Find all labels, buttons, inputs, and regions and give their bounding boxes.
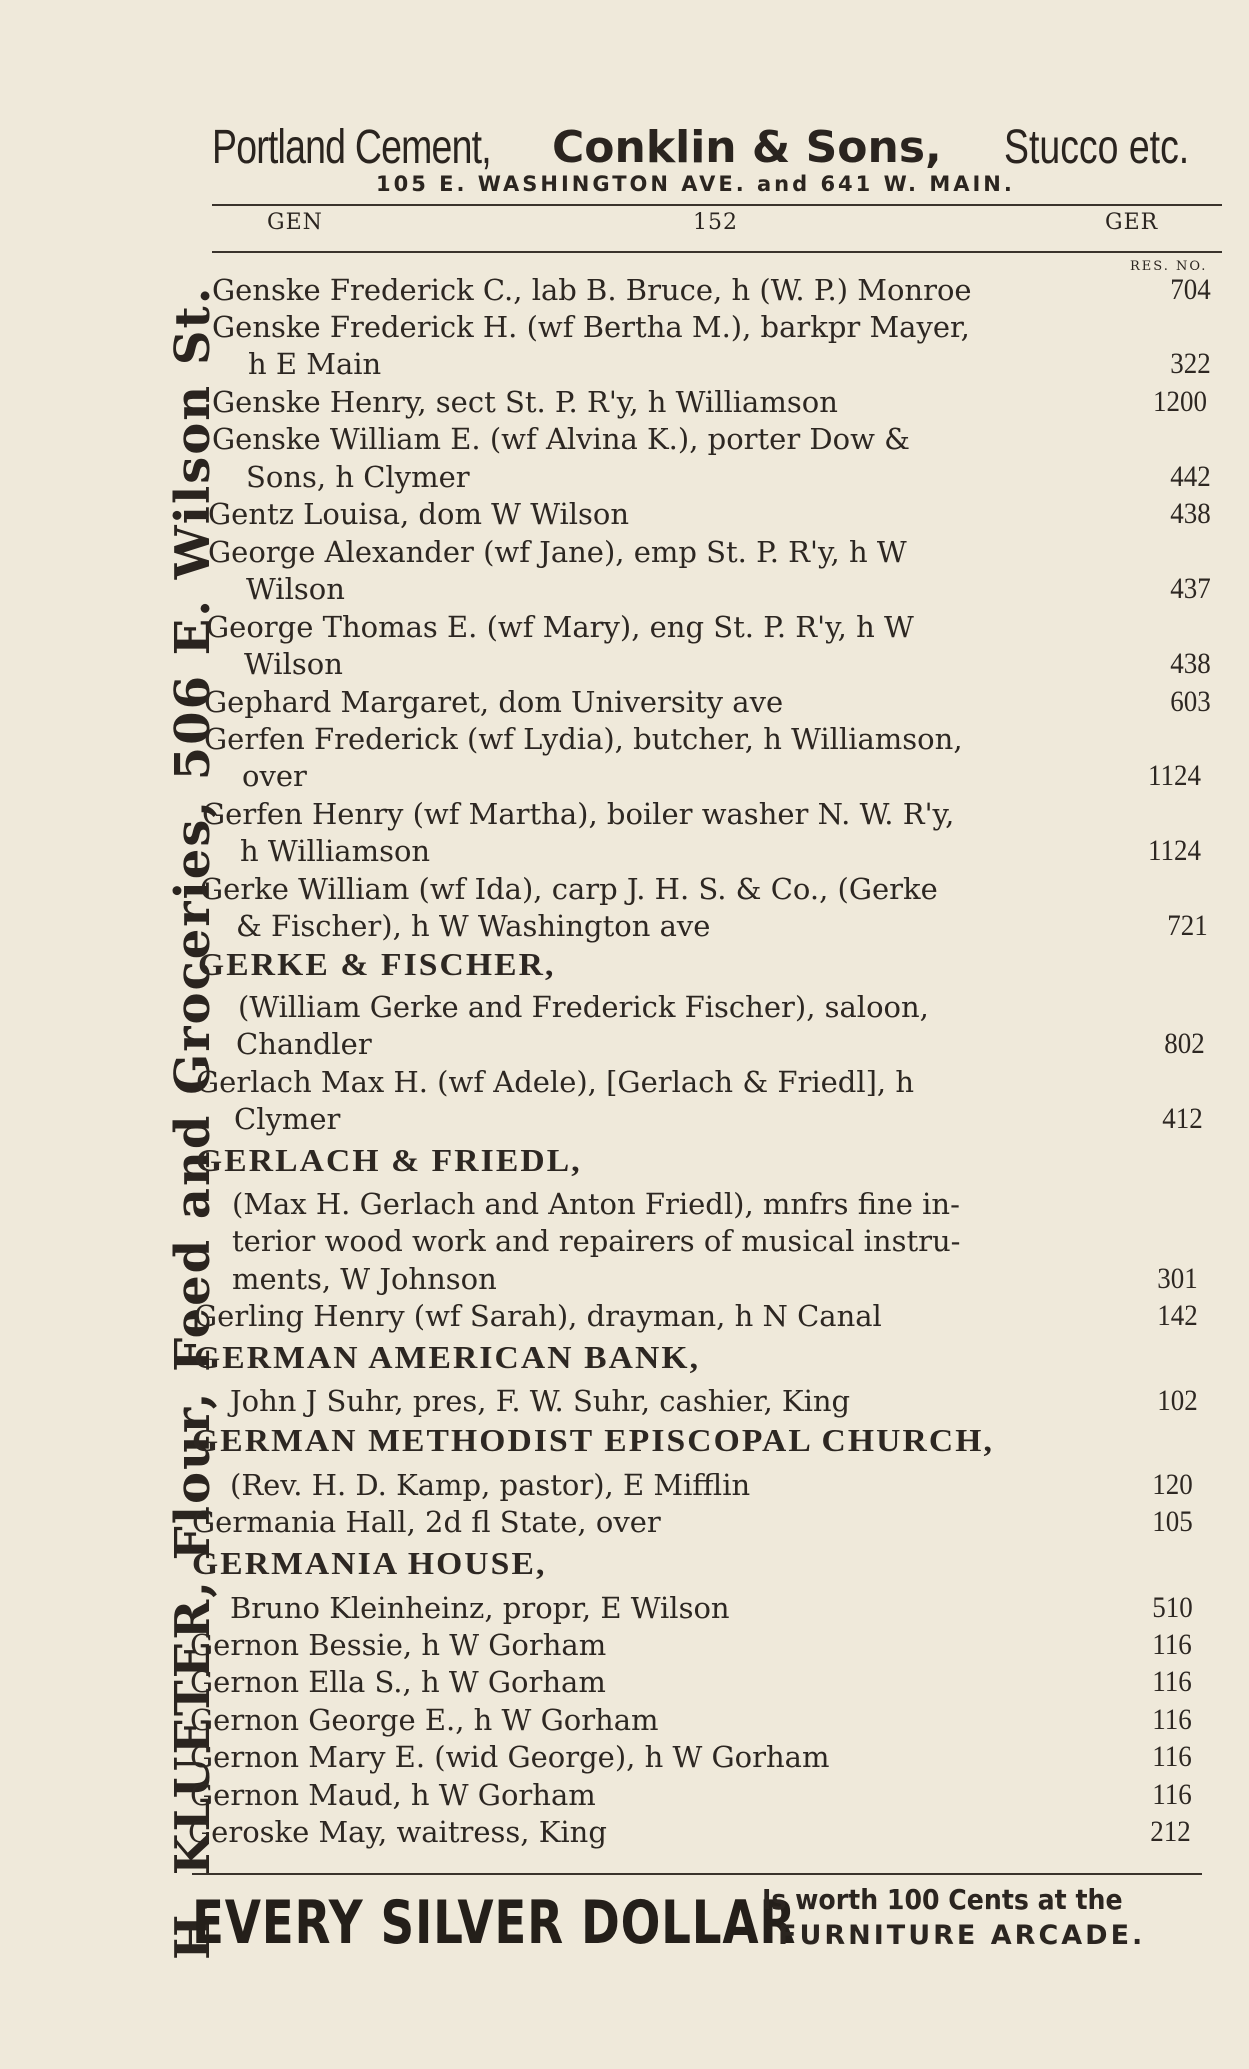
header-ad-company: Conklin & Sons, — [552, 122, 942, 173]
residence-number: 301 — [1157, 1262, 1198, 1295]
entry-text: Sons, h Clymer — [246, 460, 470, 494]
business-name: GERMAN AMERICAN BANK, — [194, 1339, 701, 1375]
residence-number: 102 — [1157, 1384, 1198, 1417]
residence-number: 212 — [1150, 1815, 1191, 1848]
footer-line-2: FURNITURE ARCADE. — [778, 1920, 1146, 1951]
residence-number: 105 — [1152, 1505, 1193, 1538]
residence-number: 1124 — [1147, 759, 1201, 792]
header-rule-top — [212, 204, 1222, 206]
entry-text: Gerfen Henry (wf Martha), boiler washer N. W. R'y, — [202, 797, 955, 831]
res-no-label: RES. NO. — [1130, 259, 1208, 274]
entry-text: Gerfen Frederick (wf Lydia), butcher, h Williamson, — [204, 722, 963, 756]
footer-rule — [192, 1873, 1202, 1875]
residence-number: 1124 — [1147, 834, 1201, 867]
residence-number: 721 — [1167, 909, 1208, 942]
entry-text: Wilson — [246, 572, 345, 606]
entry-text: Gernon Maud, h W Gorham — [190, 1778, 596, 1812]
entry-text: & Fischer), h W Washington ave — [236, 909, 711, 943]
entry-text: George Thomas E. (wf Mary), eng St. P. R'y, h W — [206, 610, 914, 644]
entry-text: terior wood work and repairers of musical instru- — [232, 1224, 961, 1258]
residence-number: 1200 — [1153, 385, 1207, 418]
entry-text: Gerling Henry (wf Sarah), drayman, h N Canal — [194, 1299, 882, 1333]
header-address: 105 E. WASHINGTON AVE. and 641 W. MAIN. — [376, 172, 1015, 196]
entry-text: Genske William E. (wf Alvina K.), porter Dow & — [212, 422, 910, 456]
entry-text: Bruno Kleinheinz, propr, E Wilson — [230, 1591, 730, 1625]
entry-text: Gernon Mary E. (wid George), h W Gorham — [190, 1740, 830, 1774]
entry-text: ments, W Johnson — [232, 1262, 497, 1296]
residence-number: 116 — [1152, 1778, 1192, 1811]
entry-text: (Rev. H. D. Kamp, pastor), E Mifflin — [230, 1468, 751, 1502]
entry-text: Genske Frederick C., lab B. Bruce, h (W. P.) Monroe — [212, 273, 972, 307]
residence-number: 116 — [1152, 1740, 1192, 1773]
footer-slogan: EVERY SILVER DOLLAR — [192, 1888, 797, 1958]
entry-text: Genske Frederick H. (wf Bertha M.), barkpr Mayer, — [212, 310, 970, 344]
residence-number: 603 — [1170, 685, 1211, 718]
residence-number: 438 — [1170, 497, 1211, 530]
entry-text: Wilson — [244, 647, 343, 681]
entry-text: Gernon George E., h W Gorham — [190, 1703, 659, 1737]
residence-number: 116 — [1152, 1665, 1192, 1698]
residence-number: 116 — [1152, 1703, 1192, 1736]
entry-text: Gerke William (wf Ida), carp J. H. S. & Co., (Gerke — [200, 872, 938, 906]
entry-text: Gernon Ella S., h W Gorham — [190, 1665, 606, 1699]
entry-text: Chandler — [236, 1027, 372, 1061]
residence-number: 437 — [1170, 572, 1211, 605]
header-ad-cement: Portland Cement, — [212, 121, 491, 174]
residence-number: 510 — [1152, 1591, 1193, 1624]
entry-text: Gephard Margaret, dom University ave — [204, 685, 784, 719]
guide-word-right: GER — [1105, 210, 1159, 235]
entry-text: over — [242, 759, 307, 793]
guide-word-left: GEN — [267, 210, 323, 235]
header-rule-bottom — [212, 251, 1222, 253]
residence-number: 442 — [1170, 460, 1211, 493]
entry-text: George Alexander (wf Jane), emp St. P. R'y, h W — [208, 535, 907, 569]
entry-text: Gentz Louisa, dom W Wilson — [208, 497, 630, 531]
entry-text: Germania Hall, 2d fl State, over — [192, 1505, 661, 1539]
footer-line-1: Is worth 100 Cents at the — [762, 1883, 1123, 1916]
business-name: GERMAN METHODIST EPISCOPAL CHURCH, — [192, 1422, 994, 1458]
business-name: GERLACH & FRIEDL, — [196, 1142, 582, 1178]
entry-text: Gernon Bessie, h W Gorham — [190, 1628, 607, 1662]
business-name: GERKE & FISCHER, — [198, 946, 556, 982]
entry-text: Geroske May, waitress, King — [188, 1815, 607, 1849]
residence-number: 802 — [1164, 1027, 1205, 1060]
residence-number: 322 — [1170, 347, 1211, 380]
page-number: 152 — [693, 210, 738, 235]
entry-text: (William Gerke and Frederick Fischer), saloon, — [238, 990, 929, 1024]
residence-number: 704 — [1170, 273, 1211, 306]
entry-text: Genske Henry, sect St. P. R'y, h Williamson — [212, 385, 838, 419]
residence-number: 120 — [1152, 1468, 1193, 1501]
entry-text: Gerlach Max H. (wf Adele), [Gerlach & Friedl], h — [196, 1065, 915, 1099]
entry-text: Clymer — [234, 1102, 341, 1136]
residence-number: 438 — [1170, 647, 1211, 680]
entry-text: John J Suhr, pres, F. W. Suhr, cashier, King — [230, 1384, 851, 1418]
residence-number: 116 — [1152, 1628, 1192, 1661]
residence-number: 412 — [1162, 1102, 1203, 1135]
header-advertisement — [212, 120, 1232, 175]
entry-text: h Williamson — [240, 834, 431, 868]
entry-text: h E Main — [248, 347, 382, 381]
header-ad-stucco: Stucco etc. — [1004, 121, 1190, 174]
side-advertisement: H. KLUETER, Flour, Feed and Groceries, 506 E. Wilson St. — [165, 285, 221, 1960]
business-name: GERMANIA HOUSE, — [192, 1545, 547, 1581]
residence-number: 142 — [1157, 1299, 1198, 1332]
entry-text: (Max H. Gerlach and Anton Friedl), mnfrs fine in- — [232, 1187, 960, 1221]
